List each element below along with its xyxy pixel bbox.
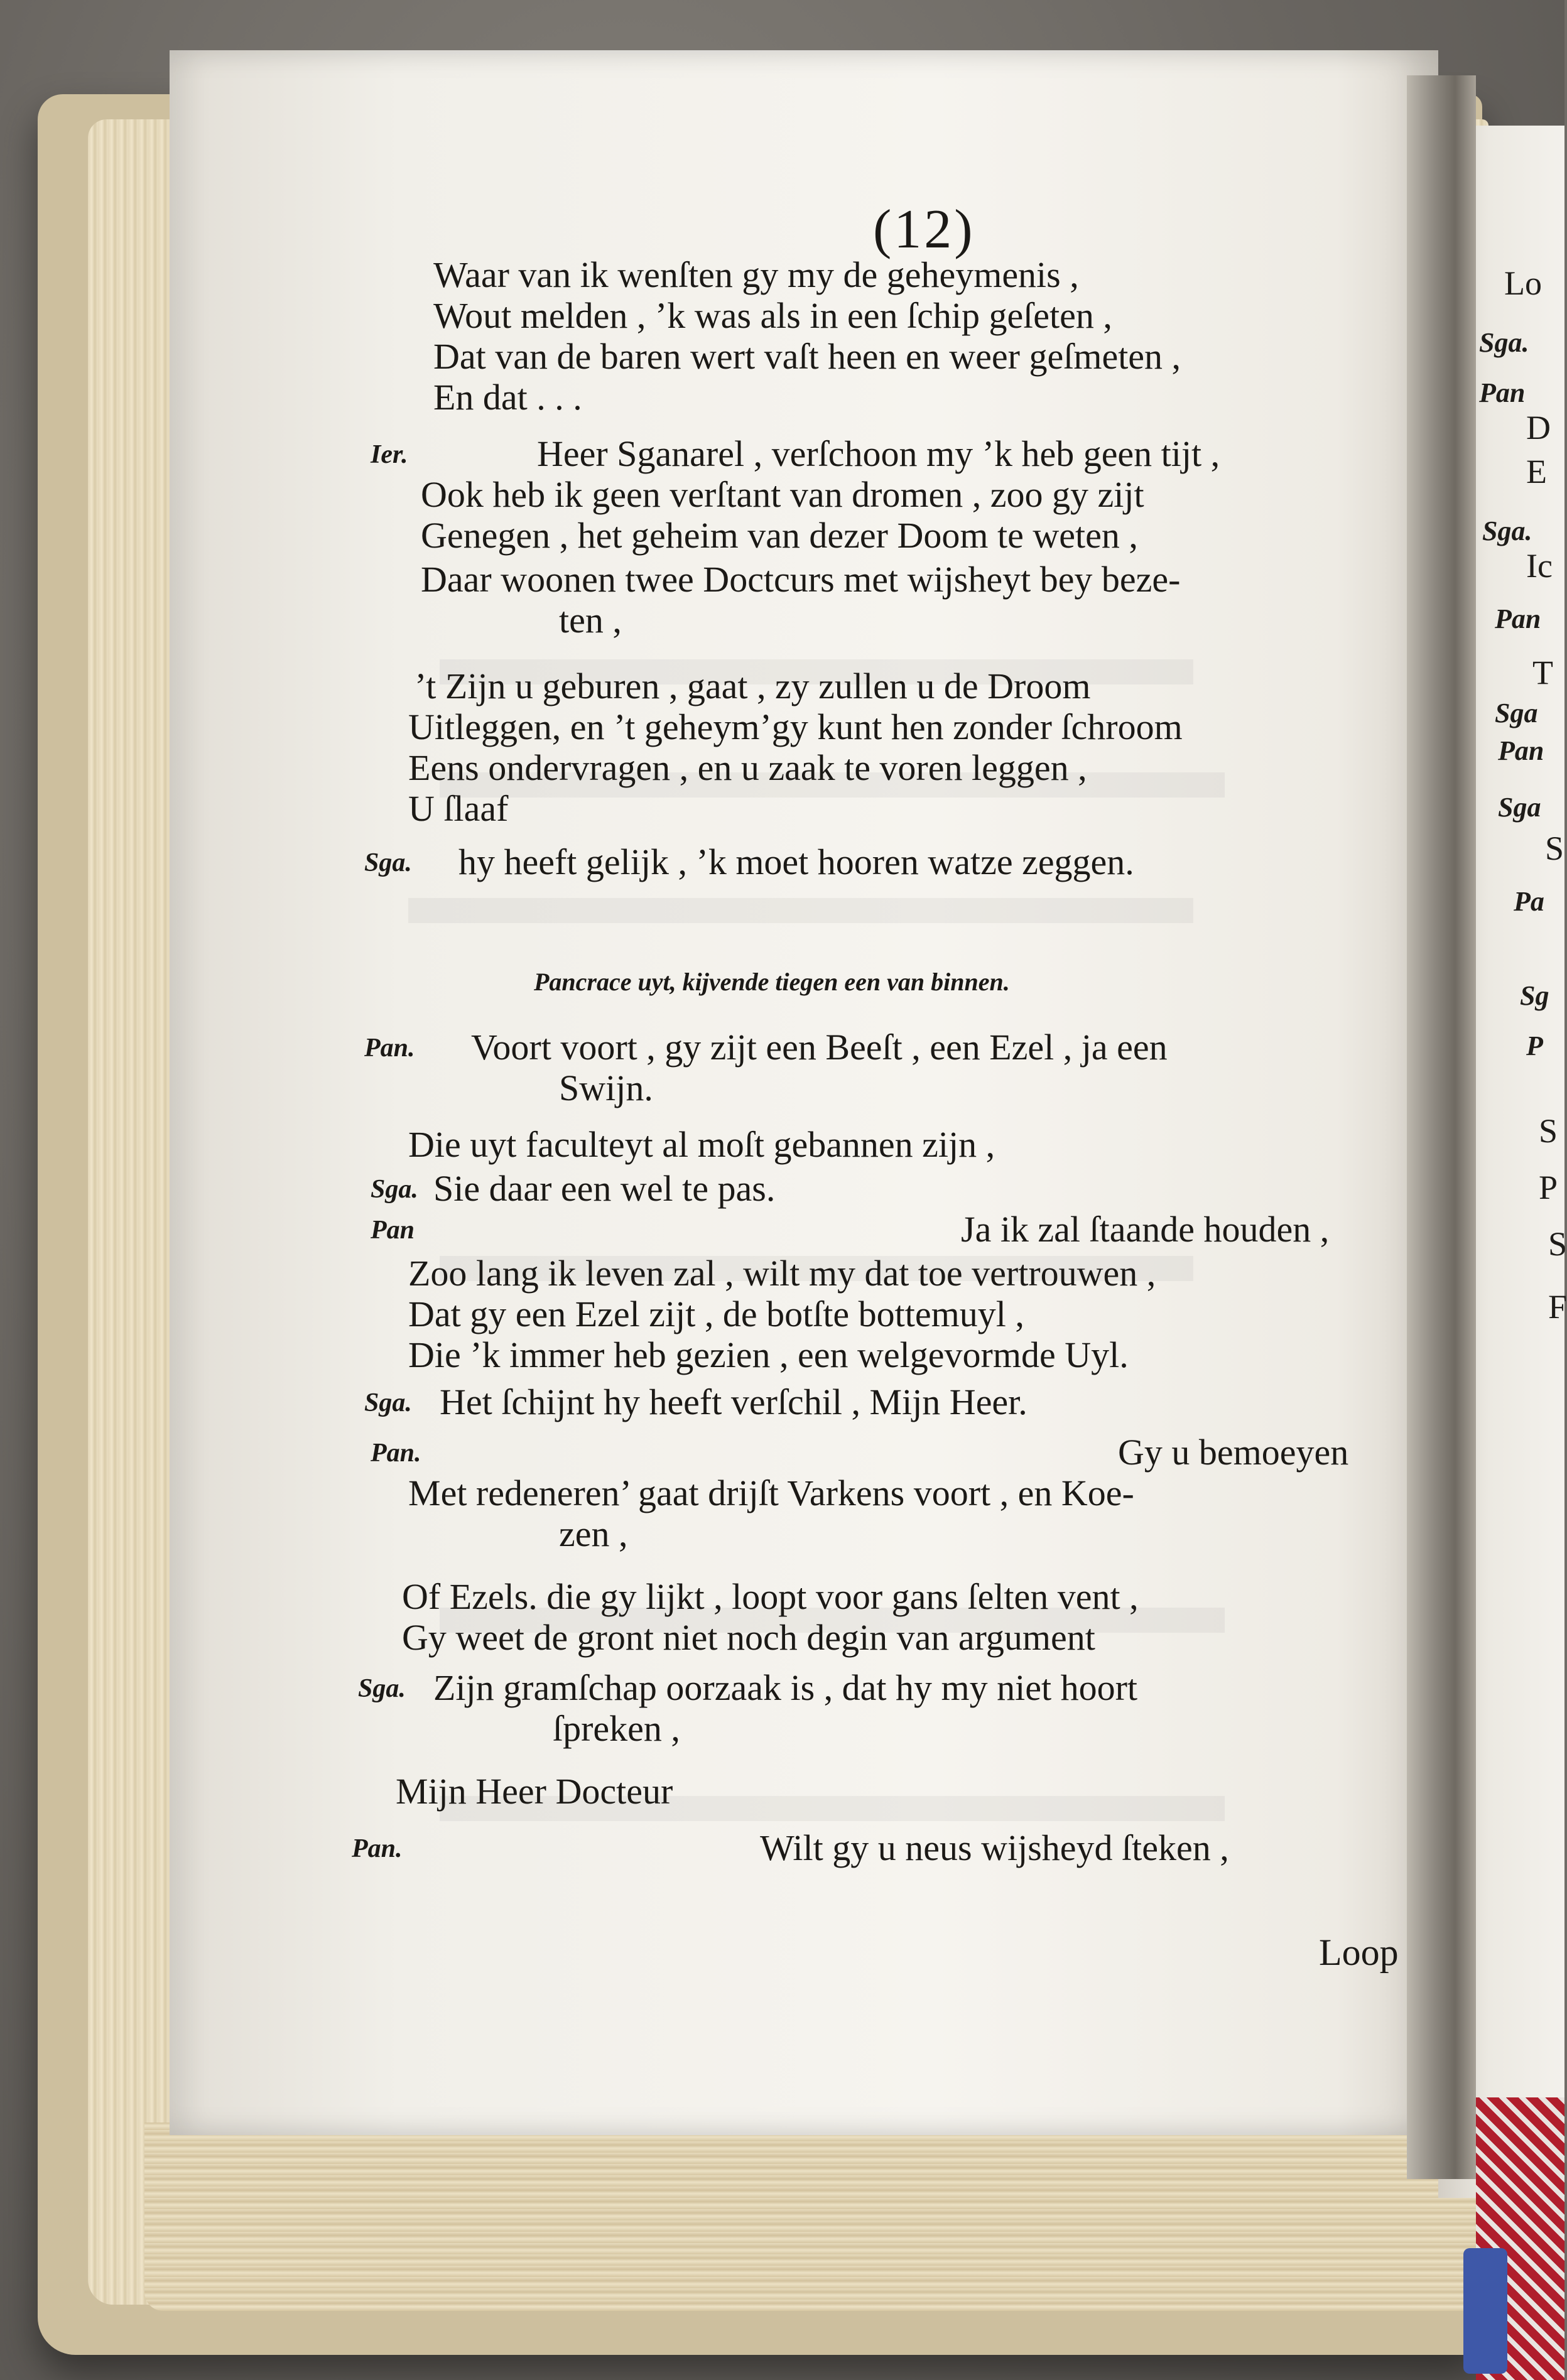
right-page-fragment: Lo	[1504, 264, 1542, 302]
page-edges-bottom	[144, 2123, 1476, 2311]
blue-tab	[1463, 2248, 1507, 2374]
verse-line: zen ,	[559, 1513, 628, 1554]
verse-line: Daar woonen twee Doctcurs met wijsheyt bey beze-	[421, 559, 1181, 600]
verse-line: ten ,	[559, 600, 622, 641]
verse-line: Mijn Heer Docteur	[396, 1771, 673, 1812]
verse-line: Wilt gy u neus wijsheyd ſteken ,	[760, 1827, 1229, 1868]
right-page-fragment: T	[1532, 654, 1553, 691]
verse-line: Dat van de baren wert vaſt heen en weer geſmeten ,	[433, 336, 1181, 377]
verse-line: Eens ondervragen , en u zaak te voren leggen ,	[408, 747, 1087, 788]
verse-line: Gy u bemoeyen	[1118, 1432, 1349, 1473]
right-page-fragment: F	[1548, 1288, 1567, 1326]
catchword: Loop	[1319, 1932, 1399, 1973]
verse-line: Wout melden , ’k was als in een ſchip geſeten ,	[433, 295, 1112, 336]
verse-line: Die uyt faculteyt al moſt gebannen zijn ,	[408, 1124, 995, 1165]
verse-line: Gy weet de gront niet noch degin van argument	[402, 1617, 1095, 1658]
verse-line: Genegen , het geheim van dezer Doom te weten ,	[421, 515, 1138, 556]
speaker-label: Pan.	[371, 1439, 421, 1468]
speaker-label: Pan.	[352, 1834, 403, 1863]
right-page-fragment: Sga	[1498, 792, 1541, 823]
right-page-fragment: S	[1548, 1225, 1567, 1263]
verse-line: ’t Zijn u geburen , gaat , zy zullen u de Droom	[415, 666, 1091, 706]
right-page-fragment: Sga	[1495, 698, 1538, 728]
stage-direction: Pancrace uyt, kijvende tiegen een van binnen.	[534, 968, 1010, 996]
right-page-fragment: Pan	[1498, 735, 1544, 766]
verse-line: hy heeft gelijk , ’k moet hooren watze zeggen.	[458, 841, 1134, 882]
verse-line: Voort voort , gy zijt een Beeſt , een Ezel , ja een	[471, 1027, 1168, 1068]
right-page-fragment: Sg	[1520, 980, 1549, 1011]
speaker-label: Pan	[371, 1216, 415, 1245]
speaker-label: Sga.	[371, 1175, 418, 1204]
right-page-fragment: Sga.	[1482, 516, 1532, 546]
verse-line: Zoo lang ik leven zal , wilt my dat toe vertrouwen ,	[408, 1253, 1156, 1294]
book-gutter	[1407, 75, 1476, 2179]
speaker-label: Pan.	[364, 1034, 415, 1063]
verse-line: Sie daar een wel te pas.	[433, 1168, 776, 1209]
right-page-fragment: P	[1539, 1169, 1558, 1206]
right-page-fragment: S	[1539, 1112, 1558, 1150]
verse-line: En dat . . .	[433, 377, 582, 418]
verse-line: Zijn gramſchap oorzaak is , dat hy my niet hoort	[433, 1667, 1138, 1708]
right-page-fragment: S	[1545, 830, 1564, 867]
verse-line: Heer Sganarel , verſchoon my ’k heb geen tijt ,	[537, 433, 1220, 474]
verse-line: Ja ik zal ſtaande houden ,	[961, 1209, 1330, 1250]
verse-line: Uitleggen, en ’t geheym’gy kunt hen zonder ſchroom	[408, 706, 1183, 747]
right-page-fragment: Ic	[1526, 547, 1553, 585]
speaker-label: Ier.	[371, 440, 408, 469]
right-page-fragment: P	[1526, 1030, 1543, 1061]
verse-line: Swijn.	[559, 1068, 653, 1108]
right-page-fragment: Pan	[1479, 377, 1526, 408]
page-number: (12)	[873, 199, 975, 260]
verse-line: Waar van ik wenſten gy my de geheymenis ,	[433, 254, 1079, 295]
speaker-label: Sga.	[364, 848, 412, 877]
verse-line: Met redeneren’ gaat drijſt Varkens voort , en Koe-	[408, 1473, 1134, 1513]
verse-line: Dat gy een Ezel zijt , de botſte bottemuyl ,	[408, 1294, 1024, 1334]
verse-line: Het ſchijnt hy heeft verſchil , Mijn Heer.	[440, 1382, 1027, 1422]
right-page-fragment: E	[1526, 453, 1547, 490]
speaker-label: Sga.	[358, 1674, 406, 1703]
verse-line: U ſlaaf	[408, 788, 509, 829]
right-page-fragment: Pan	[1495, 603, 1541, 634]
verse-line: ſpreken ,	[553, 1708, 680, 1749]
verse-line: Of Ezels. die gy lijkt , loopt voor gans ſelten vent ,	[402, 1576, 1139, 1617]
verse-line: Ook heb ik geen verſtant van dromen , zoo gy zijt	[421, 474, 1144, 515]
right-page-fragment: D	[1526, 409, 1551, 446]
speaker-label: Sga.	[364, 1388, 412, 1417]
right-page-fragment: Sga.	[1479, 327, 1529, 358]
verse-line: Die ’k immer heb gezien , een welgevormde Uyl.	[408, 1334, 1129, 1375]
right-page-fragment: Pa	[1514, 886, 1544, 917]
